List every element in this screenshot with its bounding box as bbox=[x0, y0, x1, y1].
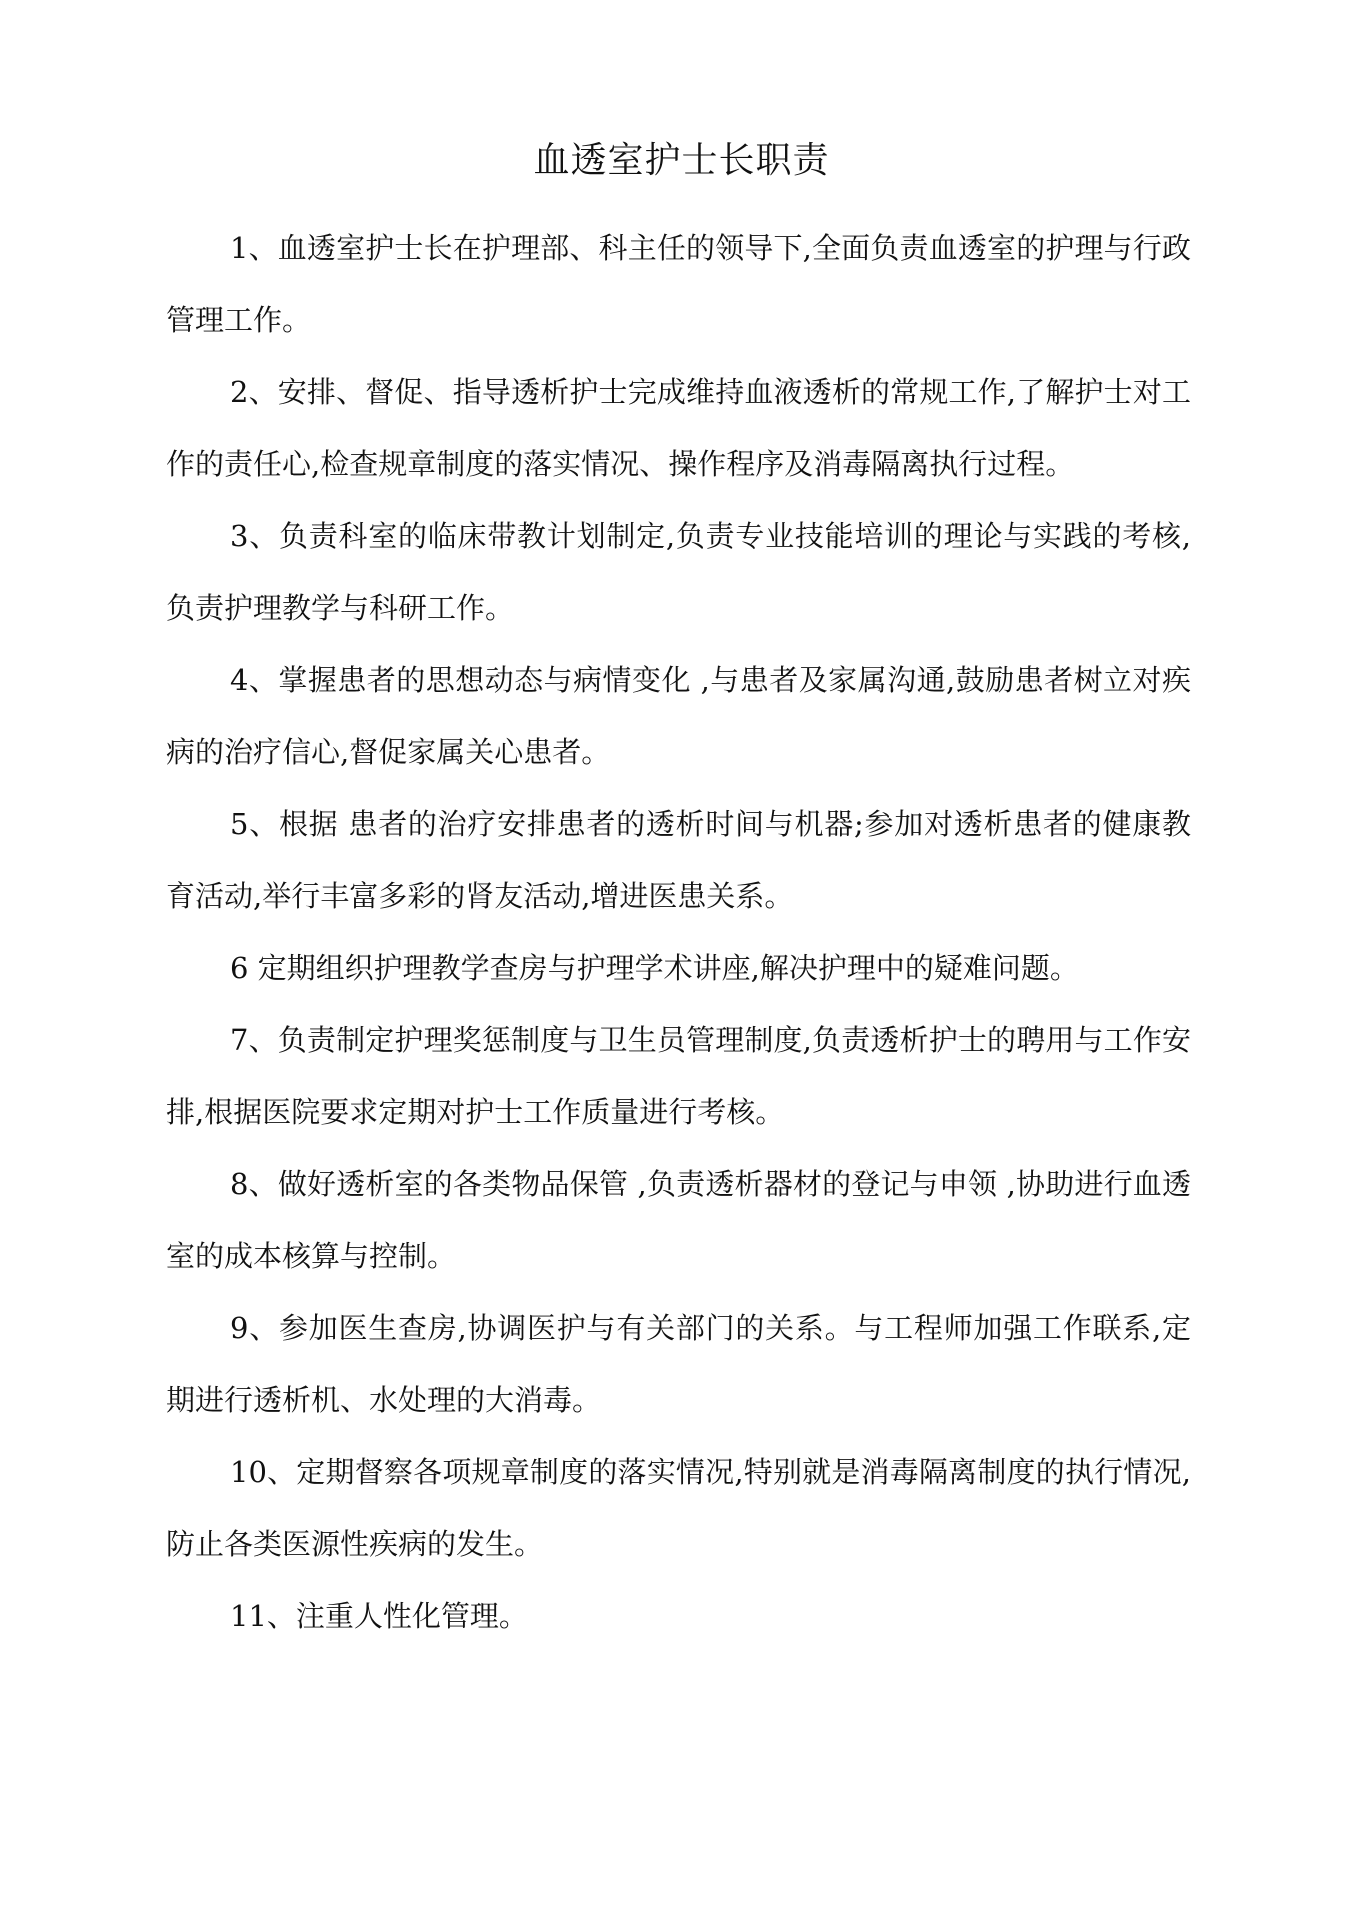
duty-item-2: 2、安排、督促、指导透析护士完成维持血液透析的常规工作,了解护士对工作的责任心,检查规章制度的落实情况、操作程序及消毒隔离执行过程。 bbox=[166, 375, 1191, 481]
duty-item-4: 4、掌握患者的思想动态与病情变化 ,与患者及家属沟通,鼓励患者树立对疾病的治疗信心,督促家属关心患者。 bbox=[166, 663, 1191, 769]
duty-item-1: 1、血透室护士长在护理部、科主任的领导下,全面负责血透室的护理与行政管理工作。 bbox=[166, 231, 1191, 337]
duty-item-5: 5、根据 患者的治疗安排患者的透析时间与机器;参加对透析患者的健康教育活动,举行丰富多彩的肾友活动,增进医患关系。 bbox=[166, 807, 1191, 913]
duty-item-8: 8、做好透析室的各类物品保管 ,负责透析器材的登记与申领 ,协助进行血透室的成本核算与控制。 bbox=[166, 1167, 1191, 1273]
document-body bbox=[166, 212, 1191, 1652]
duty-item-9: 9、参加医生查房,协调医护与有关部门的关系。与工程师加强工作联系,定期进行透析机、水处理的大消毒。 bbox=[166, 1311, 1191, 1417]
document-title: 血透室护士长职责 bbox=[533, 140, 830, 181]
duty-item-11: 11、注重人性化管理。 bbox=[230, 1599, 528, 1633]
duty-item-10: 10、定期督察各项规章制度的落实情况,特别就是消毒隔离制度的执行情况,防止各类医源性疾病的发生。 bbox=[166, 1455, 1191, 1561]
duty-item-3: 3、负责科室的临床带教计划制定,负责专业技能培训的理论与实践的考核,负责护理教学与科研工作。 bbox=[166, 519, 1191, 625]
duty-item-7: 7、负责制定护理奖惩制度与卫生员管理制度,负责透析护士的聘用与工作安排,根据医院要求定期对护士工作质量进行考核。 bbox=[166, 1023, 1191, 1129]
duty-item-6: 6 定期组织护理教学查房与护理学术讲座,解决护理中的疑难问题。 bbox=[230, 951, 1079, 985]
